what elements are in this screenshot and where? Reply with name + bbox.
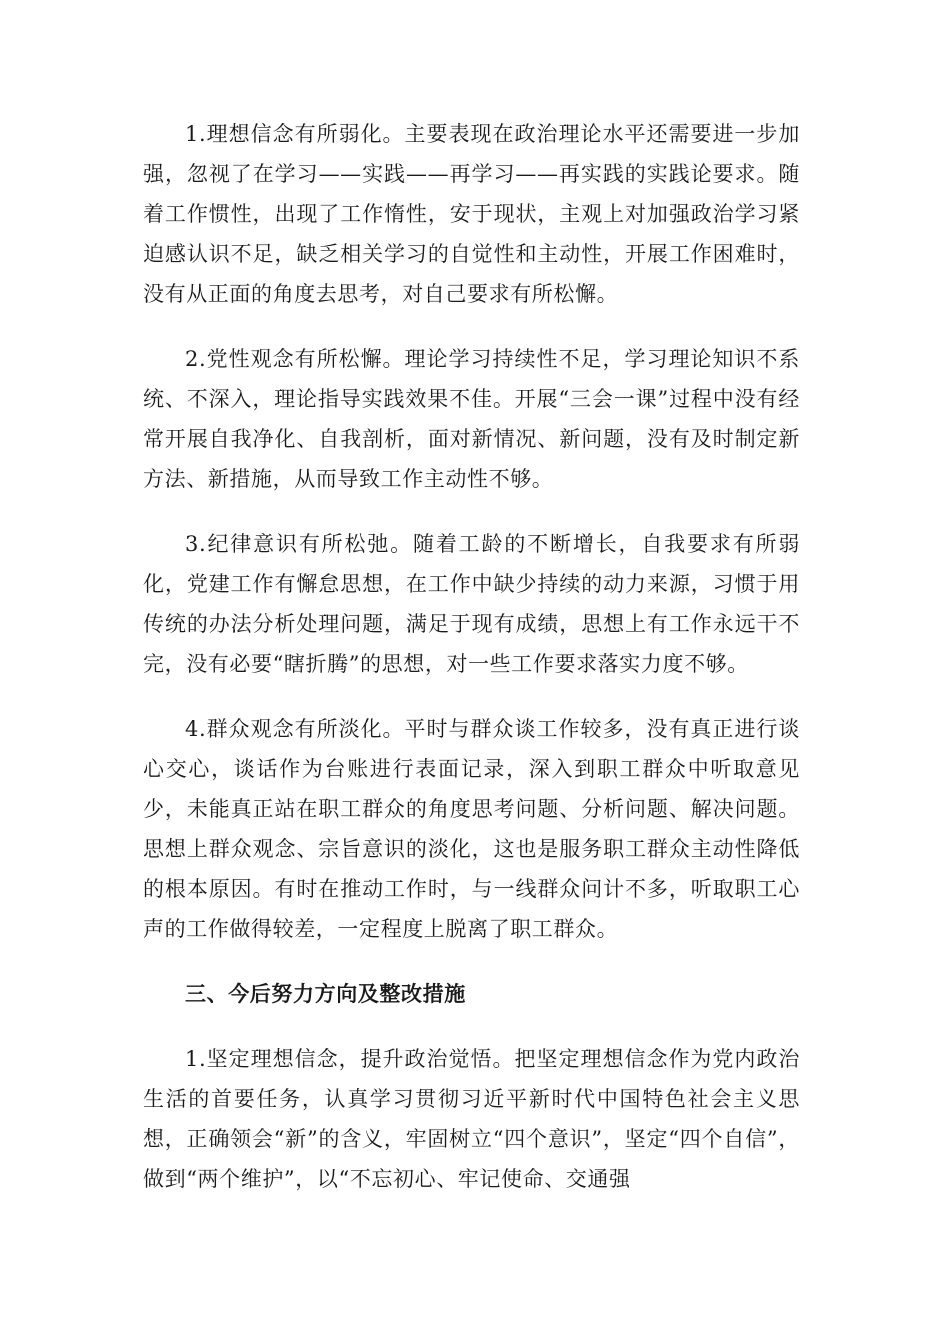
- paragraph-measure-1: 1.坚定理想信念，提升政治觉悟。把坚定理想信念作为党内政治生活的首要任务，认真学习贯彻习近平新时代中国特色社会主义思想，正确领会“新”的含义，牢固树立“四个意识”，坚定“四个自信”，做到“两个维护”，以“不忘初心、牢记使命、交通强: [143, 1047, 800, 1191]
- paragraph-party-spirit: 2.党性观念有所松懈。理论学习持续性不足，学习理论知识不系统、不深入，理论指导实践效果不佳。开展“三会一课”过程中没有经常开展自我净化、自我剖析，面对新情况、新问题，没有及时制定新方法、新措施，从而导致工作主动性不够。: [143, 347, 800, 491]
- paragraph-discipline: 3.纪律意识有所松弛。随着工龄的不断增长，自我要求有所弱化，党建工作有懈怠思想，在工作中缺少持续的动力来源，习惯于用传统的办法分析处理问题，满足于现有成绩，思想上有工作永远干不完，没有必要“瞎折腾”的思想，对一些工作要求落实力度不够。: [143, 532, 800, 676]
- paragraph-ideals: 1.理想信念有所弱化。主要表现在政治理论水平还需要进一步加强，忽视了在学习——实践——再学习——再实践的实践论要求。随着工作惯性，出现了工作惰性，安于现状，主观上对加强政治学习紧迫感认识不足，缺乏相关学习的自觉性和主动性，开展工作困难时，没有从正面的角度去思考，对自己要求有所松懈。: [143, 122, 800, 306]
- section-heading: 三、今后努力方向及整改措施: [185, 981, 466, 1006]
- document-page: [143, 114, 800, 1224]
- paragraph-mass-line: 4.群众观念有所淡化。平时与群众谈工作较多，没有真正进行谈心交心，谈话作为台账进行表面记录，深入到职工群众中听取意见少，未能真正站在职工群众的角度思考问题、分析问题、解决问题。思想上群众观念、宗旨意识的淡化，这也是服务职工群众主动性降低的根本原因。有时在推动工作时，与一线群众问计不多，听取职工心声的工作做得较差，一定程度上脱离了职工群众。: [143, 717, 800, 941]
